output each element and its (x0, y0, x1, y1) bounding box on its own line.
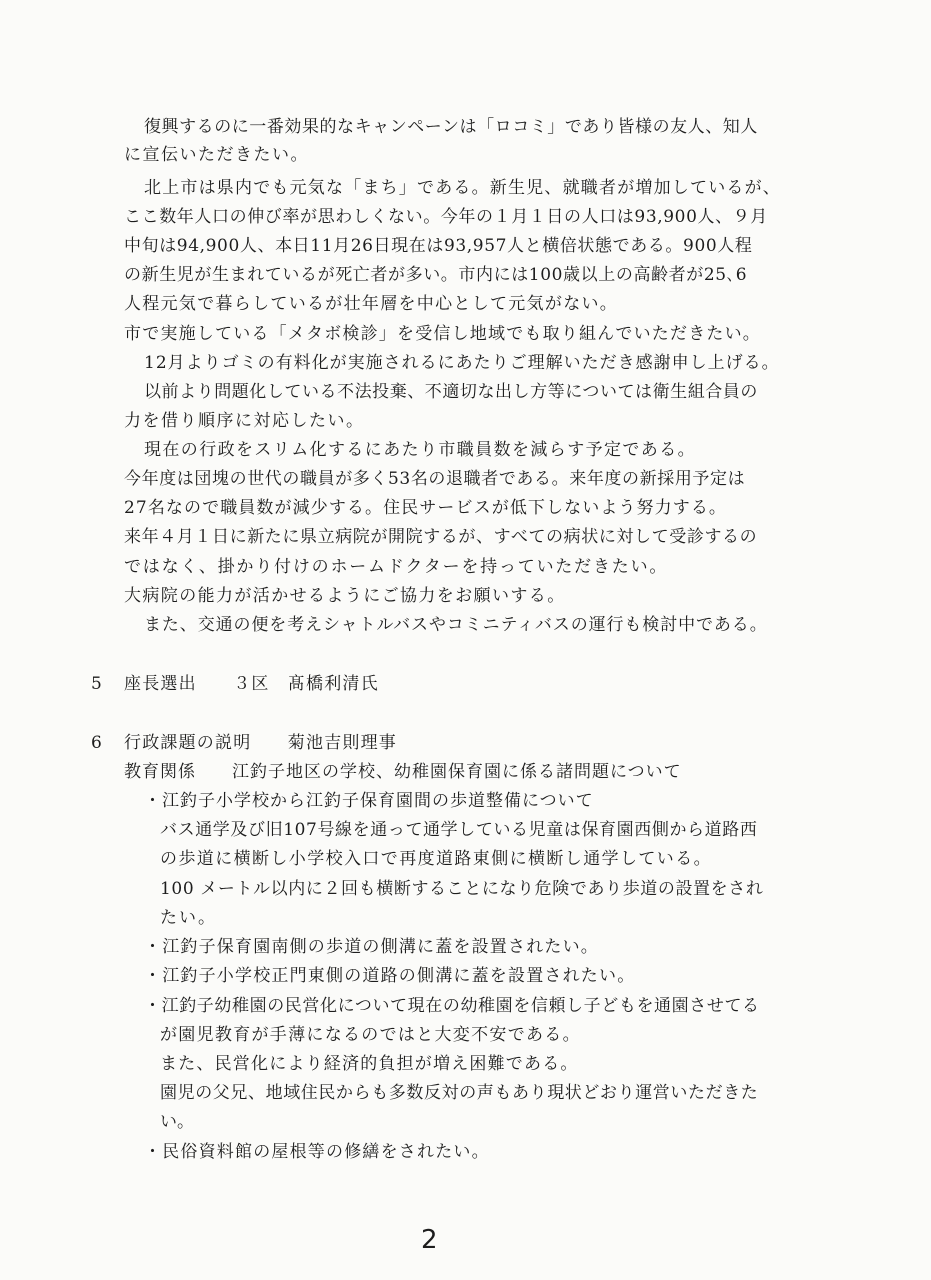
item-line: また、民営化により経済的負担が増え困難である。 (160, 1054, 579, 1074)
section-heading: 座長選出 ３区 髙橋利清氏 (124, 674, 379, 694)
item-line: 園児の父兄、地域住民からも多数反対の声もあり現状どおり運営いただきた (160, 1083, 759, 1103)
page-number: 2 (421, 1225, 438, 1255)
intro-line: 人程元気で暮らしているが壮年層を中心として元気がない。 (124, 294, 619, 314)
intro-line: ここ数年人口の伸び率が思わしくない。今年の１月１日の人口は93,900人、９月 (124, 207, 768, 227)
item-line: ・江釣子小学校から江釣子保育園間の歩道整備について (144, 791, 594, 811)
item-line: い。 (160, 1112, 194, 1132)
intro-line: 現在の行政をスリム化するにあたり市職員数を減らす予定である。 (144, 440, 696, 460)
intro-line: 北上市は県内でも元気な「まち」である。新生児、就職者が増加しているが、 (144, 178, 781, 198)
item-line: バス通学及び旧107号線を通って通学している児童は保育園西側から道路西 (160, 820, 758, 840)
category-heading: 教育関係 江釣子地区の学校、幼稚園保育園に係る諸問題について (124, 762, 682, 782)
intro-line: 来年４月１日に新たに県立病院が開院するが、すべての病状に対して受診するの (124, 527, 758, 547)
item-line: たい。 (160, 908, 217, 928)
item-line: ・民俗資料館の屋根等の修繕をされたい。 (144, 1142, 490, 1162)
item-line: の歩道に横断し小学校入口で再度道路東側に横断し通学している。 (160, 849, 712, 869)
section-number: 6 (91, 733, 102, 753)
intro-line: に宣伝いただきたい。 (124, 145, 309, 165)
intro-line: 復興するのに一番効果的なキャンペーンは「ロコミ」であり皆様の友人、知人 (144, 117, 758, 137)
intro-line: また、交通の便を考えシャトルバスやコミニティバスの運行も検討中である。 (144, 615, 768, 635)
intro-line: 27名なので職員数が減少する。住民サービスが低下しないよう努力する。 (124, 498, 728, 518)
intro-line: の新生児が生まれているが死亡者が多い。市内には100歳以上の高齢者が25､6 (124, 265, 748, 285)
item-line: ・江釣子小学校正門東側の道路の側溝に蓋を設置されたい。 (144, 966, 636, 986)
intro-line: 12月よりゴミの有料化が実施されるにあたりご理解いただき感謝申し上げる。 (144, 353, 780, 373)
item-line: ・江釣子保育園南側の歩道の側溝に蓋を設置されたい。 (144, 937, 599, 957)
section-number: 5 (91, 674, 102, 694)
intro-line: 中旬は94,900人、本日11月26日現在は93,957人と横倍状態である。900人程 (124, 236, 753, 256)
section-heading: 行政課題の説明 菊池吉則理事 (124, 733, 397, 753)
item-line: ・江釣子幼稚園の民営化について現在の幼稚園を信頼し子どもを通園させてる (144, 996, 760, 1016)
intro-line: 市で実施している「メタボ検診」を受信し地域でも取り組んでいただきたい。 (124, 324, 761, 344)
intro-line: 以前より問題化している不法投棄、不適切な出し方等については衛生組合員の (144, 382, 758, 402)
intro-line: 今年度は団塊の世代の職員が多く53名の退職者である。来年度の新採用予定は (124, 469, 746, 489)
intro-line: ではなく、掛かり付けのホームドクターを持っていただきたい。 (124, 557, 669, 577)
item-line: が園児教育が手薄になるのではと大変不安である。 (160, 1025, 581, 1045)
item-line: 100 メートル以内に２回も横断することになり危険であり歩道の設置をされ (160, 879, 764, 899)
intro-line: 大病院の能力が活かせるようにご協力をお願いする。 (124, 586, 566, 606)
intro-line: 力を借り順序に対応したい。 (124, 411, 365, 431)
